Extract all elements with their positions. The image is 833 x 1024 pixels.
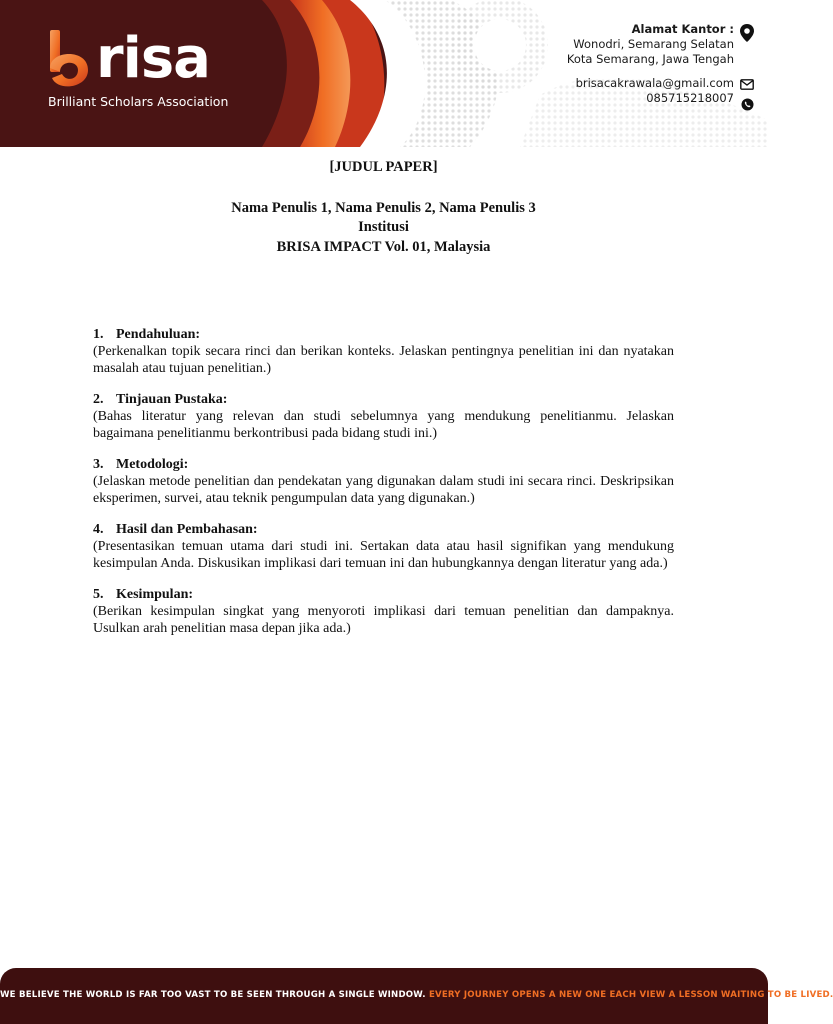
section-number: 2. <box>93 392 104 407</box>
paper-template-body <box>93 158 674 651</box>
brisa-logo <box>48 26 258 116</box>
section-number: 3. <box>93 457 104 472</box>
letterhead-footer <box>0 968 833 1024</box>
section-heading <box>93 456 674 473</box>
paper-title: [JUDUL PAPER] <box>329 159 438 175</box>
section-title: Metodologi: <box>116 457 189 472</box>
section-number: 4. <box>93 522 104 537</box>
section-title: Pendahuluan: <box>116 327 201 342</box>
section-number: 5. <box>93 587 104 602</box>
contact-block <box>474 22 734 106</box>
section-heading <box>93 586 674 603</box>
footer-tagline-orange: EVERY JOURNEY OPENS A NEW ONE EACH VIEW A LESSON WAITING TO BE LIVED. <box>428 990 833 1000</box>
address-line-2: Kota Semarang, Jawa Tengah <box>566 52 734 66</box>
section-description: (Berikan kesimpulan singkat yang menyoroti implikasi dari temuan penelitian dan dampaknya. Usulkan arah penelitian masa depan jika ada.) <box>93 604 674 636</box>
section-list <box>93 326 674 637</box>
section-heading <box>93 521 674 538</box>
section-description: (Presentasikan temuan utama dari studi ini. Sertakan data atau hasil signifikan yang mendukung kesimpulan Anda. Diskusikan implikasi dari temuan ini dan hubungkannya dengan literatur yang ada.) <box>93 539 674 571</box>
logo-wordmark: risa <box>96 26 210 91</box>
location-pin-icon <box>740 24 754 42</box>
section-results-discussion <box>93 521 674 572</box>
section-description: (Perkenalkan topik secara rinci dan berikan konteks. Jelaskan pentingnya penelitian ini dan nyatakan masalah atau tujuan penelitian.) <box>93 344 674 376</box>
footer-tagline <box>0 990 833 1000</box>
section-introduction <box>93 326 674 377</box>
logo-tagline: Brilliant Scholars Association <box>48 94 229 109</box>
section-number: 1. <box>93 327 104 342</box>
section-description: (Jelaskan metode penelitian dan pendekatan yang digunakan dalam studi ini secara rinci. Deskripsikan eksperimen, survei, atau teknik pengumpulan data yang digunakan.) <box>93 474 674 506</box>
author-names: Nama Penulis 1, Nama Penulis 2, Nama Penulis 3 <box>231 199 536 216</box>
journal-info: BRISA IMPACT Vol. 01, Malaysia <box>276 238 491 255</box>
section-literature-review <box>93 391 674 442</box>
letterhead-header <box>0 0 768 147</box>
institution: Institusi <box>358 219 409 235</box>
section-heading <box>93 326 674 343</box>
address-line-1: Wonodri, Semarang Selatan <box>573 37 734 51</box>
email-text[interactable]: brisacakrawala@gmail.com <box>575 76 734 90</box>
section-methodology <box>93 456 674 507</box>
phone-text[interactable]: 085715218007 <box>646 91 734 105</box>
logo-b-mark <box>48 28 92 90</box>
whatsapp-icon <box>741 98 754 111</box>
address-heading: Alamat Kantor : <box>631 22 734 36</box>
section-description: (Bahas literatur yang relevan dan studi sebelumnya yang mendukung penelitianmu. Jelaskan bagaimana penelitianmu berkontribusi pada bidang studi ini.) <box>93 409 674 441</box>
section-conclusion <box>93 586 674 637</box>
section-heading <box>93 391 674 408</box>
footer-tagline-white: WE BELIEVE THE WORLD IS FAR TOO VAST TO BE SEEN THROUGH A SINGLE WINDOW. <box>0 990 426 1000</box>
mail-icon <box>740 79 754 90</box>
section-title: Hasil dan Pembahasan: <box>116 522 258 537</box>
section-title: Kesimpulan: <box>116 587 194 602</box>
section-title: Tinjauan Pustaka: <box>116 392 228 407</box>
